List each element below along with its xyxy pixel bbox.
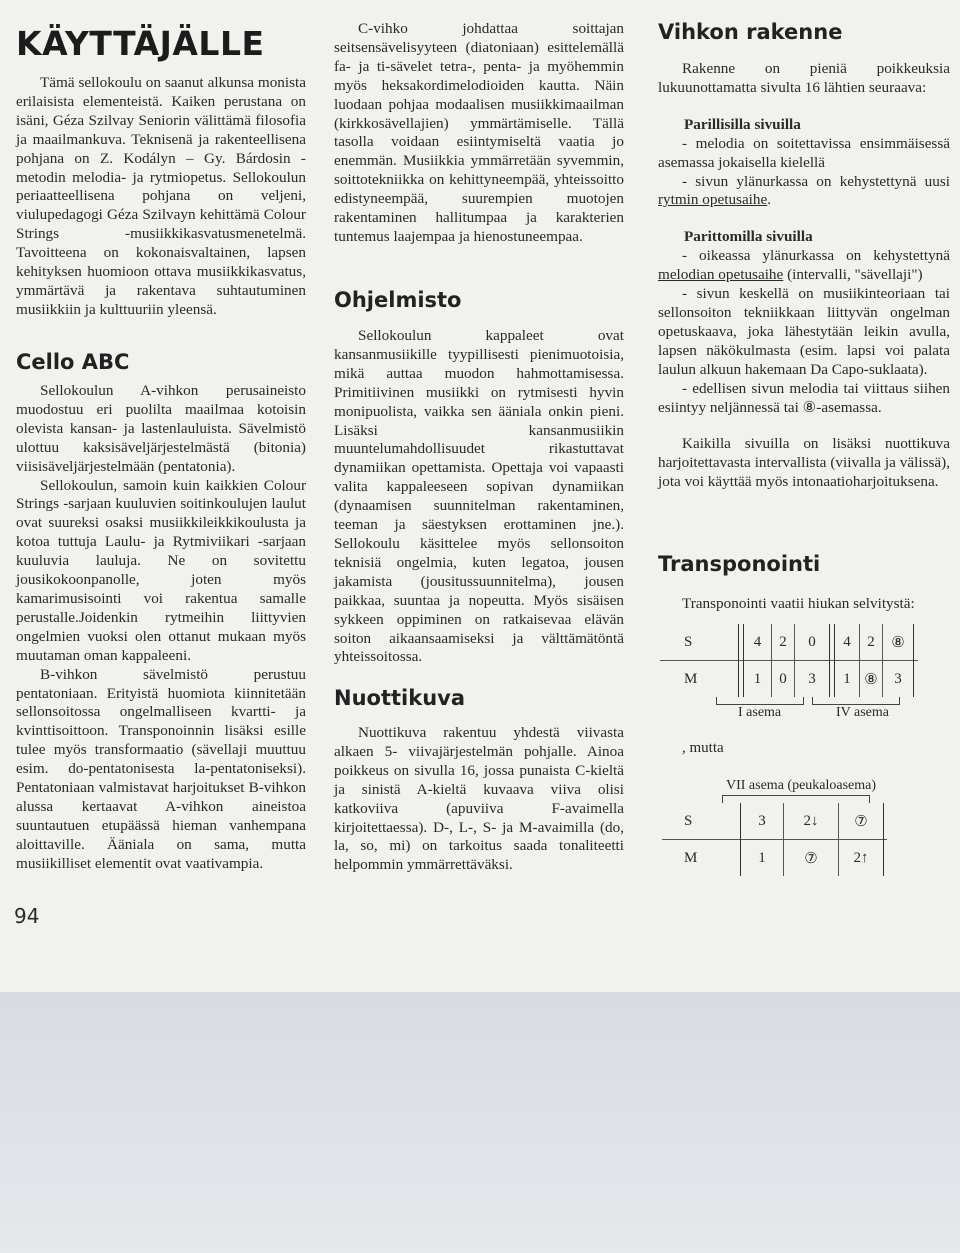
intro-paragraph: Tämä sellokoulu on saanut alkunsa monista erilaisista elementeistä. Kaiken perustana on isäni, Géza Szilvay Seniorin välittämä filosofia ja maailmankuva. Teknisenä ja rakenteellisena pohjana on Z. Kodályn – Gy. Bárdosin -metodin melodia- ja rytmiopetus. Sellokoulun periaatteellisena pohjana on veljeni, viulupedagogi Géza Szilvayn kehittämä Colour Strings -musiikkikasvatusmenetelmä. Tavoitteena on kokonaisvaltainen, lapsen kehityksen huomioon ottava musiikkikasvatus, ymmärtävä ja rakentava suhtautuminen musiikkiin ja kulttuuriin yleensä. [16,74,306,318]
cello-abc-text [16,382,306,874]
bracket-i-asema [716,697,804,705]
parittomilla-heading: Parittomilla sivuilla [684,228,813,246]
c-vihko-paragraph: C-vihko johdattaa soittajan seitsensävelisyyteen (diatoniaan) esittelemällä fa- ja ti-sävelet tetra-, penta- ja myöhemmin myös heksakordimelodioiden kautta. Näin luodaan pohjaa modaalisen musiikkimaailman (kirkkosävellajien) ymmärtämiselle. Tällä tasolla voidaan esiintymiseltä vaatia jo enemmän. Musiikkia ymmärretään syvemmin, soittotekniikka on kehittyneempää, yhteissoitto edistyneempää, suurempien muotojen rakentaminen hallitumpaa ja karakterien tuntemus laajempaa ja hienostuneempaa. [334,20,624,245]
d1-g2-bottom-3: 3 [883,661,914,698]
d1-g1-top-1: 4 [753,633,762,650]
cello-paragraph-3: B-vihkon sävelmistö perustuu pentatoniaan. Erityistä huomiota kiinnitetään sellonsoitossa ongelmalliseen kvartti- ja kvinttisoittoon. Transponoinnin lisäksi esille tulee myös transformaatio (sävellaji muuttuu esim. do-pentatonisesta la-pentatoniseksi). Pentatoniaan valmistavat harjoitukset B-vihkon alussa kertaavat A-vihkon aineistoa suuntautuen etupäässä hieman vanhempana aloittaville. Ääniala on sama, mutta musiikilliset elementit ovat vaativampia. [16,665,306,872]
parittomilla-item-2: - sivun keskellä on musiikinteoriaan tai sellonsoiton tekniikkaan liittyvän ongelman opetuskaava, joka lähestytään leikin avulla, lapsen näkökulmasta (esim. lapsi voi palata laulun alkuun hakemaan Da Capo-suklaata). [658,285,950,378]
cello-abc-heading: Cello ABC [16,350,130,374]
d1-g1-bottom-3: 3 [795,661,830,698]
d2-row-label-s: S [684,812,693,829]
bracket-iv-asema [812,697,900,705]
d1-g2-top-3: ⑧ [883,624,914,661]
bracket-vii-asema [722,795,870,803]
d2-top-3: ⑦ [839,803,884,840]
d2-bottom-2: ⑦ [784,840,839,877]
label-vii-asema: VII asema (peukaloasema) [726,778,877,793]
ohjelmisto-text [334,327,624,667]
background-surface [0,992,960,1253]
nuottikuva-paragraph: Nuottikuva rakentuu yhdestä viivasta alkaen 5- viivajärjestelmän pohjalle. Ainoa poikkeus on sivulla 16, jossa punaista C-kieltä ja sinistä A-kieltä kuvaava viiva olisi katkoviiva (apuviiva F-avaimella kirjoitettaessa). D-, L-, S- ja M-avaimilla (do, la, so, mi) on tarkoitus saada tonaliteetti helpommin ymmärrettäväksi. [334,724,624,874]
row-label-s: S [684,633,693,650]
melodian-opetusaihe: melodian opetusaihe [658,266,784,284]
d1-g2-top-2: 2 [860,624,883,661]
transponointi-text [658,595,950,614]
par-2-text: - sivun ylänurkassa on kehystettynä uusi [682,172,950,190]
transponointi-intro: Transponointi vaatii hiukan selvitystä: [682,595,915,612]
cello-paragraph-1: Sellokoulun A-vihkon perusaineisto muodostuu eri puolilta maailmaa kotoisin olevista kansan- ja lastenlauluista. Sävelmistö ulottuu kaksisäveljärjestelmästä (bitonia) viisisäveljärjestelmään (pentatonia). [16,382,306,475]
d2-bottom-1: 1 [741,840,784,877]
position-diagram-1 [660,624,918,697]
d1-g2-top-1: 4 [843,633,851,650]
rytmin-opetusaihe: rytmin opetusaihe [658,191,768,209]
vihkon-rakenne-text [658,60,950,492]
intro-text [16,74,306,320]
parittomilla-item-1 [658,247,950,285]
mutta-text: , mutta [682,740,724,756]
nuottikuva-heading: Nuottikuva [334,686,466,710]
d1-g1-top-2: 2 [772,624,795,661]
d1-g2-bottom-2: ⑧ [860,661,883,698]
parillisilla-heading: Parillisilla sivuilla [684,115,801,133]
nuottikuva-text [334,724,624,875]
par-2-end: . [767,191,772,209]
row-label-m: M [684,670,698,687]
cello-paragraph-2: Sellokoulun, samoin kuin kaikkien Colour Strings -sarjaan kuuluvien soitinkoulujen laulut ovat suureksi osaksi musiikkileikkikoulusta ja kotoa tuttuja Laulu- ja Rytmiviikari -sarjaan kuuluvia lauluja. Ne on sovitettu jousikokoonpanolle, joten myös kamarimusisointi voi rakentua samalle perustalle.Joidenkin rytmeihin liittyvien ongelmien vuoksi olen ottanut mukaan myös muutaman oman kappaleeni. [16,476,306,664]
parittomilla-item-3: - edellisen sivun melodia tai viittaus siihen esiintyy neljännessä tai ⑧-asemassa. [658,379,950,416]
label-i-asema: I asema [738,705,782,720]
transponointi-heading: Transponointi [658,552,821,576]
d1-g1-bottom-2: 0 [772,661,795,698]
d1-g1-top-3: 0 [795,624,830,661]
parit-1-end: (intervalli, "sävellaji") [783,266,923,284]
position-diagram-2 [662,803,887,876]
d2-top-2: 2↓ [784,803,839,840]
d1-g2-bottom-1: 1 [843,670,851,687]
d2-top-1: 3 [741,803,784,840]
page-number: 94 [14,904,40,928]
ohjelmisto-paragraph: Sellokoulun kappaleet ovat kansanmusiikille tyypillisesti pienimuotoisia, mikä auttaa muodon hahmottamisessa. Primitiivinen musiikki on rytmisesti hyvin monipuolista, vaikka sen ääniala onkin pieni. Lisäksi kansanmusiikin muuntelumahdollisuudet rikastuttavat dynamiikan opettamista. Opettaja voi vapaasti valita kappaleeseen sopivan dynamiikan (dynaamisen suunnitelman rakentaminen, teeman ja säestyksen erottaminen jne.). Sellokoulu käsittelee myös sellonsoiton teknisiä ongelmia, kuten legatoa, jousen jakamista (jousitussuunnitelma), jousen paikkaa, suuntaa ja nopeutta. Myös sisäisen sykkeen oppiminen on ratkaisevaa elävän soiton aikaansaamiseksi ja välttämätöntä yhteissoitossa. [334,327,624,666]
parillisilla-item-1: - melodia on soitettavissa ensimmäisessä asemassa jokaisella kielellä [658,134,950,171]
vihkon-rakenne-heading: Vihkon rakenne [658,20,843,44]
rakenne-intro: Rakenne on pieniä poikkeuksia lukuunottamatta sivulta 16 lähtien seuraava: [658,60,950,96]
d2-row-label-m: M [684,849,698,866]
d1-g1-bottom-1: 1 [753,670,762,687]
ohjelmisto-heading: Ohjelmisto [334,288,462,312]
kaikilla-sivuilla-paragraph: Kaikilla sivuilla on lisäksi nuottikuva harjoitettavasta intervallista (viivalla ja välissä), jota voi käyttää myös intonaatioharjoituksena. [658,435,950,491]
parillisilla-item-2 [658,173,950,211]
d2-bottom-3: 2↑ [839,840,884,877]
c-vihko-text [334,20,624,247]
parit-1-text: - oikeassa ylänurkassa on kehystettynä [682,247,950,265]
page-title: KÄYTTÄJÄLLE [16,24,265,63]
label-iv-asema: IV asema [836,705,889,720]
